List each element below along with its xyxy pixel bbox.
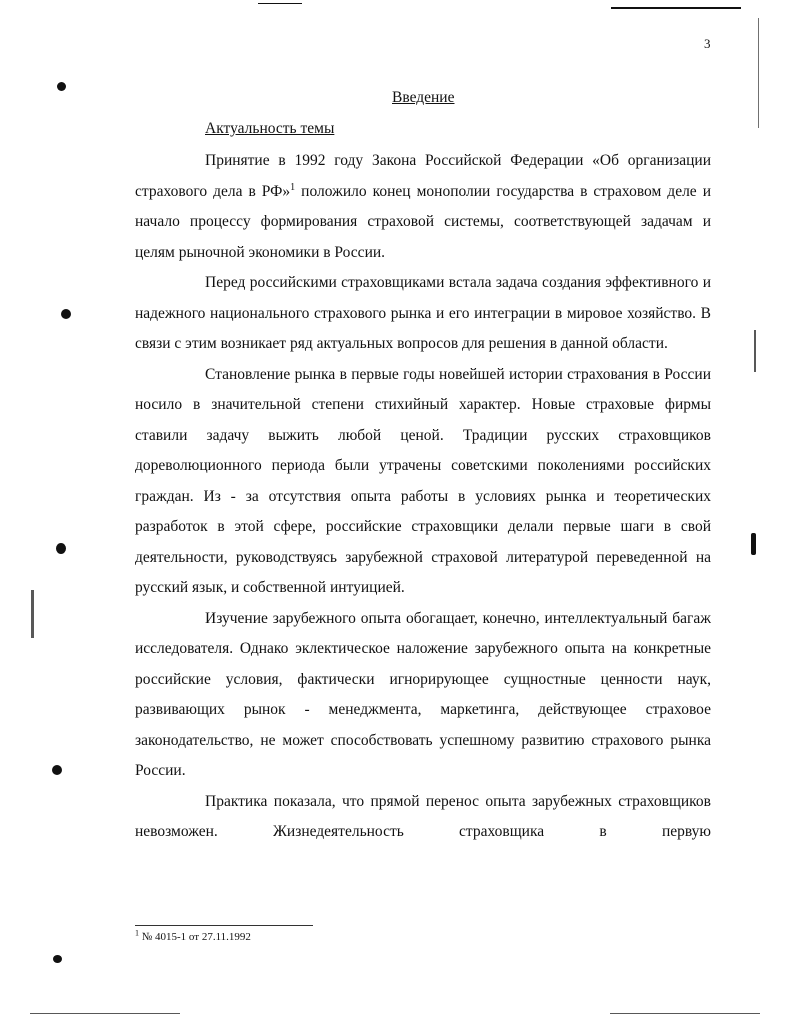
paragraph bbox=[135, 146, 711, 268]
paragraph: Изучение зарубежного опыта обогащает, конечно, интеллектуальный багаж исследователя. Однако эклектическое наложение зарубежного опыта на конкретные российские условия, фактически игнорирующее сущностные ценности наук, развивающих рынок - менеджмента, маркетинга, действующее страховое законодательство, не может способствовать успешному развитию страхового рынка России. bbox=[135, 609, 711, 779]
footnote-divider bbox=[135, 925, 313, 926]
scan-artifact bbox=[611, 7, 741, 9]
footnote-mark: 1 bbox=[135, 928, 139, 938]
paragraph: Перед российскими страховщиками встала задача создания эффективного и надежного национального страхового рынка и его интеграции в мировое хозяйство. В связи с этим возникает ряд актуальных вопросов для решения в данной области. bbox=[135, 274, 711, 352]
scan-artifact bbox=[610, 1013, 760, 1014]
paragraph-text: положило конец монополии государства в страховом деле и начало процессу формирования страховой системы, соответствующей задачам и целям рыночной экономики в России. bbox=[135, 182, 711, 261]
page-number: 3 bbox=[704, 36, 711, 51]
paragraph: Становление рынка в первые годы новейшей истории страхования в России носило в значительной степени стихийный характер. Новые страховые фирмы ставили задачу выжить любой ценой. Традиции русских страховщиков дореволюционного периода были утрачены советскими поколениями российских граждан. Из - за отсутствия опыта работы в условиях рынка и теоретических разработок в этой сфере, российские страховщики делали первые шаги в свой деятельности, руководствуясь зарубежной страховой литературой переведенной на русский язык, и собственной интуицией. bbox=[135, 365, 711, 596]
scan-artifact bbox=[758, 18, 759, 128]
punch-hole-icon bbox=[61, 309, 71, 319]
section-title: Актуальность темы bbox=[205, 120, 335, 137]
punch-hole-icon bbox=[52, 765, 62, 775]
footnote bbox=[135, 928, 251, 943]
scan-artifact bbox=[30, 1013, 180, 1014]
punch-hole-icon bbox=[56, 543, 66, 554]
scan-artifact bbox=[31, 590, 34, 638]
scan-artifact bbox=[751, 533, 756, 555]
footnote-reference: 1 bbox=[290, 181, 296, 193]
page-title: Введение bbox=[392, 89, 455, 106]
paragraph: Практика показала, что прямой перенос опыта зарубежных страховщиков невозможен. Жизнедеятельность страховщика в первую bbox=[135, 792, 711, 840]
punch-hole-icon bbox=[57, 82, 66, 91]
scan-artifact bbox=[258, 3, 302, 4]
footnote-text: № 4015-1 от 27.11.1992 bbox=[139, 931, 251, 943]
body-text bbox=[135, 146, 711, 848]
punch-hole-icon bbox=[53, 955, 62, 963]
paragraph-text: Принятие в 1992 году Закона Российской Федерации «Об организации страхового дела в РФ» bbox=[135, 152, 711, 200]
scan-artifact bbox=[754, 330, 756, 372]
